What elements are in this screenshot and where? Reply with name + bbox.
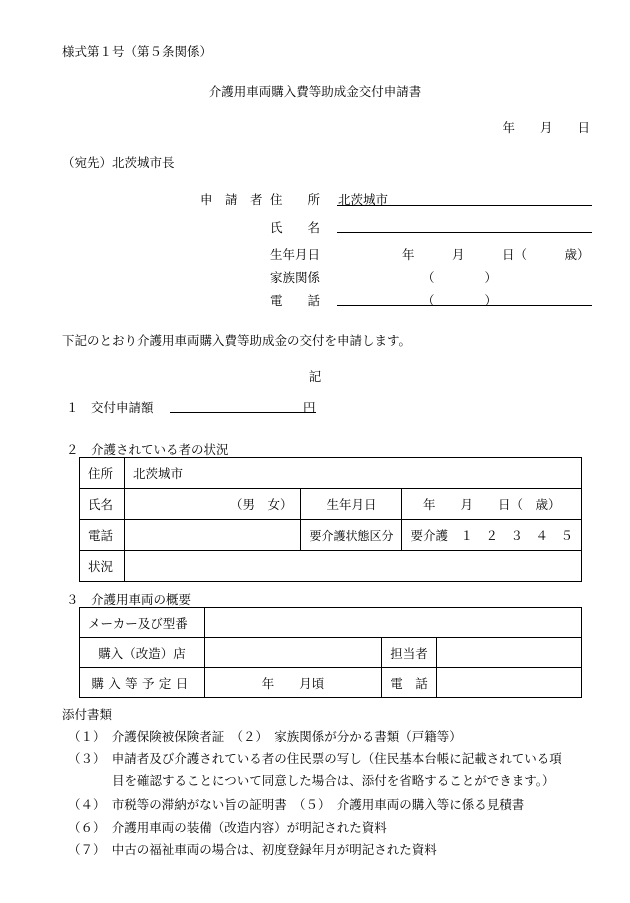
amount-label: １ 交付申請額 xyxy=(66,400,154,415)
phone-label: 電 話 xyxy=(270,293,321,308)
maker-label: メーカー及び型番 xyxy=(80,608,205,638)
recipient-status-label: 状況 xyxy=(80,551,125,582)
relation-value: （ ） xyxy=(422,270,498,285)
date-line: 年 月 日 xyxy=(502,120,590,135)
gender-options: （男 女） xyxy=(229,497,293,512)
care-recipient-heading: ２ 介護されている者の状況 xyxy=(66,442,229,457)
attachment-line: （６） 介護用車両の装備（改造内容）が明記された資料 xyxy=(68,820,387,835)
address-field-line[interactable] xyxy=(337,205,592,206)
name-field-line[interactable] xyxy=(337,232,592,233)
name-label: 氏 名 xyxy=(270,220,321,235)
document-title: 介護用車両購入費等助成金交付申請書 xyxy=(208,84,422,99)
recipient-address-label: 住所 xyxy=(80,458,125,489)
relation-label: 家族関係 xyxy=(270,270,321,285)
recipient-status-cell[interactable] xyxy=(124,551,581,582)
attachment-line: （７） 中古の福祉車両の場合は、初度登録年月が明記された資料 xyxy=(68,842,437,857)
attachment-line: （４） 市税等の滞納がない旨の証明書 （５） 介護用車両の購入等に係る見積書 xyxy=(68,797,525,812)
vehicle-table xyxy=(79,607,582,698)
recipient-birth-value: 年 月 日（ 歳） xyxy=(422,497,561,512)
person-cell[interactable] xyxy=(437,638,582,668)
amount-unit: 円 xyxy=(303,400,316,415)
purchase-date-cell[interactable] xyxy=(205,668,382,698)
address-label: 住 所 xyxy=(270,192,321,207)
ki-label: 記 xyxy=(308,369,322,384)
amount-field-line[interactable] xyxy=(170,412,316,413)
maker-cell[interactable] xyxy=(205,608,582,638)
addressee: （宛先）北茨城市長 xyxy=(62,155,175,170)
recipient-address-value: 北茨城市 xyxy=(132,466,183,481)
phone-value: （ ） xyxy=(422,293,498,308)
care-level-label: 要介護状態区分 xyxy=(301,520,402,551)
care-level-cell[interactable] xyxy=(402,520,582,551)
recipient-name-label: 氏名 xyxy=(80,489,125,520)
attachments-heading: 添付書類 xyxy=(62,707,113,722)
recipient-birth-cell[interactable] xyxy=(402,489,582,520)
attachment-line: （１） 介護保険被保険者証 （２） 家族関係が分かる書類（戸籍等） xyxy=(68,729,462,744)
purchase-date-value: 年 月頃 xyxy=(261,675,325,691)
recipient-phone-label: 電話 xyxy=(80,520,125,551)
purchase-date-label: 購入等予定日 xyxy=(80,668,205,698)
applicant-heading: 申 請 者 xyxy=(200,192,263,207)
attachment-line: （３） 申請者及び介護されている者の住民票の写し（住民基本台帳に記載されている項 xyxy=(68,751,562,766)
phone-field-line[interactable] xyxy=(337,305,592,306)
birth-label: 生年月日 xyxy=(270,247,321,262)
care-level-options: 要介護 １ ２ ３ ４ ５ xyxy=(410,528,573,543)
attachment-line: 目を確認することについて同意した場合は、添付を省略することができます。） xyxy=(112,773,555,788)
care-recipient-table xyxy=(79,457,582,582)
recipient-phone-cell[interactable] xyxy=(124,520,300,551)
vehicle-heading: ３ 介護用車両の概要 xyxy=(66,592,192,607)
person-label: 担当者 xyxy=(382,638,437,668)
recipient-birth-label: 生年月日 xyxy=(301,489,402,520)
store-cell[interactable] xyxy=(205,638,382,668)
form-number: 様式第１号（第５条関係） xyxy=(62,44,213,59)
store-label: 購入（改造）店 xyxy=(80,638,205,668)
birth-value: 年 月 日（ 歳） xyxy=(402,247,590,262)
store-phone-cell[interactable] xyxy=(437,668,582,698)
statement: 下記のとおり介護用車両購入費等助成金の交付を申請します。 xyxy=(62,333,412,348)
store-phone-label: 電 話 xyxy=(382,668,437,698)
address-value: 北茨城市 xyxy=(338,192,389,207)
recipient-name-cell[interactable] xyxy=(124,489,300,520)
recipient-address-cell[interactable] xyxy=(124,458,581,489)
